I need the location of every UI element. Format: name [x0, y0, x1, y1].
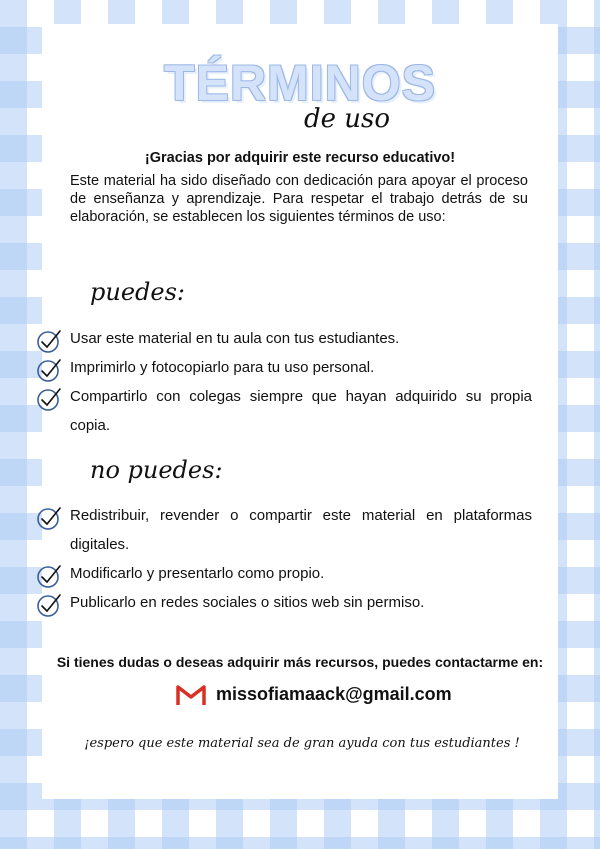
cannot-item [42, 559, 532, 588]
can-item-text: Imprimirlo y fotocopiarlo para tu uso personal. [70, 359, 375, 376]
page-title: TÉRMINOS [164, 55, 436, 111]
title-block [42, 54, 558, 112]
document-page [42, 24, 558, 799]
checkmark-icon [36, 328, 62, 354]
checkmark-icon [36, 563, 62, 589]
checkmark-icon [36, 357, 62, 383]
contact-text: Si tienes dudas o deseas adquirir más recursos, puedes contactarme en: [56, 654, 544, 670]
closing-message: ¡espero que este material sea de gran ayuda con tus estudiantes ! [84, 736, 520, 751]
contact-email[interactable]: missofiamaack@gmail.com [216, 684, 452, 704]
can-item-text: Compartirlo con colegas siempre que hayan adquirido su propia copia. [70, 388, 532, 434]
cannot-item-text: Publicarlo en redes sociales o sitios web sin permiso. [70, 594, 425, 611]
checkmark-icon [36, 505, 62, 531]
page-subtitle: de uso [304, 104, 391, 134]
can-item [42, 324, 532, 353]
thanks-heading: ¡Gracias por adquirir este recurso educativo! [144, 150, 456, 166]
can-heading: puedes: [90, 278, 185, 306]
can-item [42, 382, 532, 440]
checkmark-icon [36, 592, 62, 618]
cannot-heading: no puedes: [90, 456, 223, 484]
can-item-text: Usar este material en tu aula con tus estudiantes. [70, 330, 400, 347]
cannot-item [42, 501, 532, 559]
cannot-item-text: Modificarlo y presentarlo como propio. [70, 565, 325, 582]
cannot-item-text: Redistribuir, revender o compartir este material en plataformas digitales. [70, 507, 532, 553]
gmail-icon [176, 684, 206, 706]
can-item [42, 353, 532, 382]
cannot-item [42, 588, 532, 617]
checkmark-icon [36, 386, 62, 412]
intro-paragraph: Este material ha sido diseñado con dedicación para apoyar el proceso de enseñanza y aprendizaje. Para respetar el trabajo detrás de su elaboración, se establecen los siguientes términos de uso: [70, 173, 528, 225]
